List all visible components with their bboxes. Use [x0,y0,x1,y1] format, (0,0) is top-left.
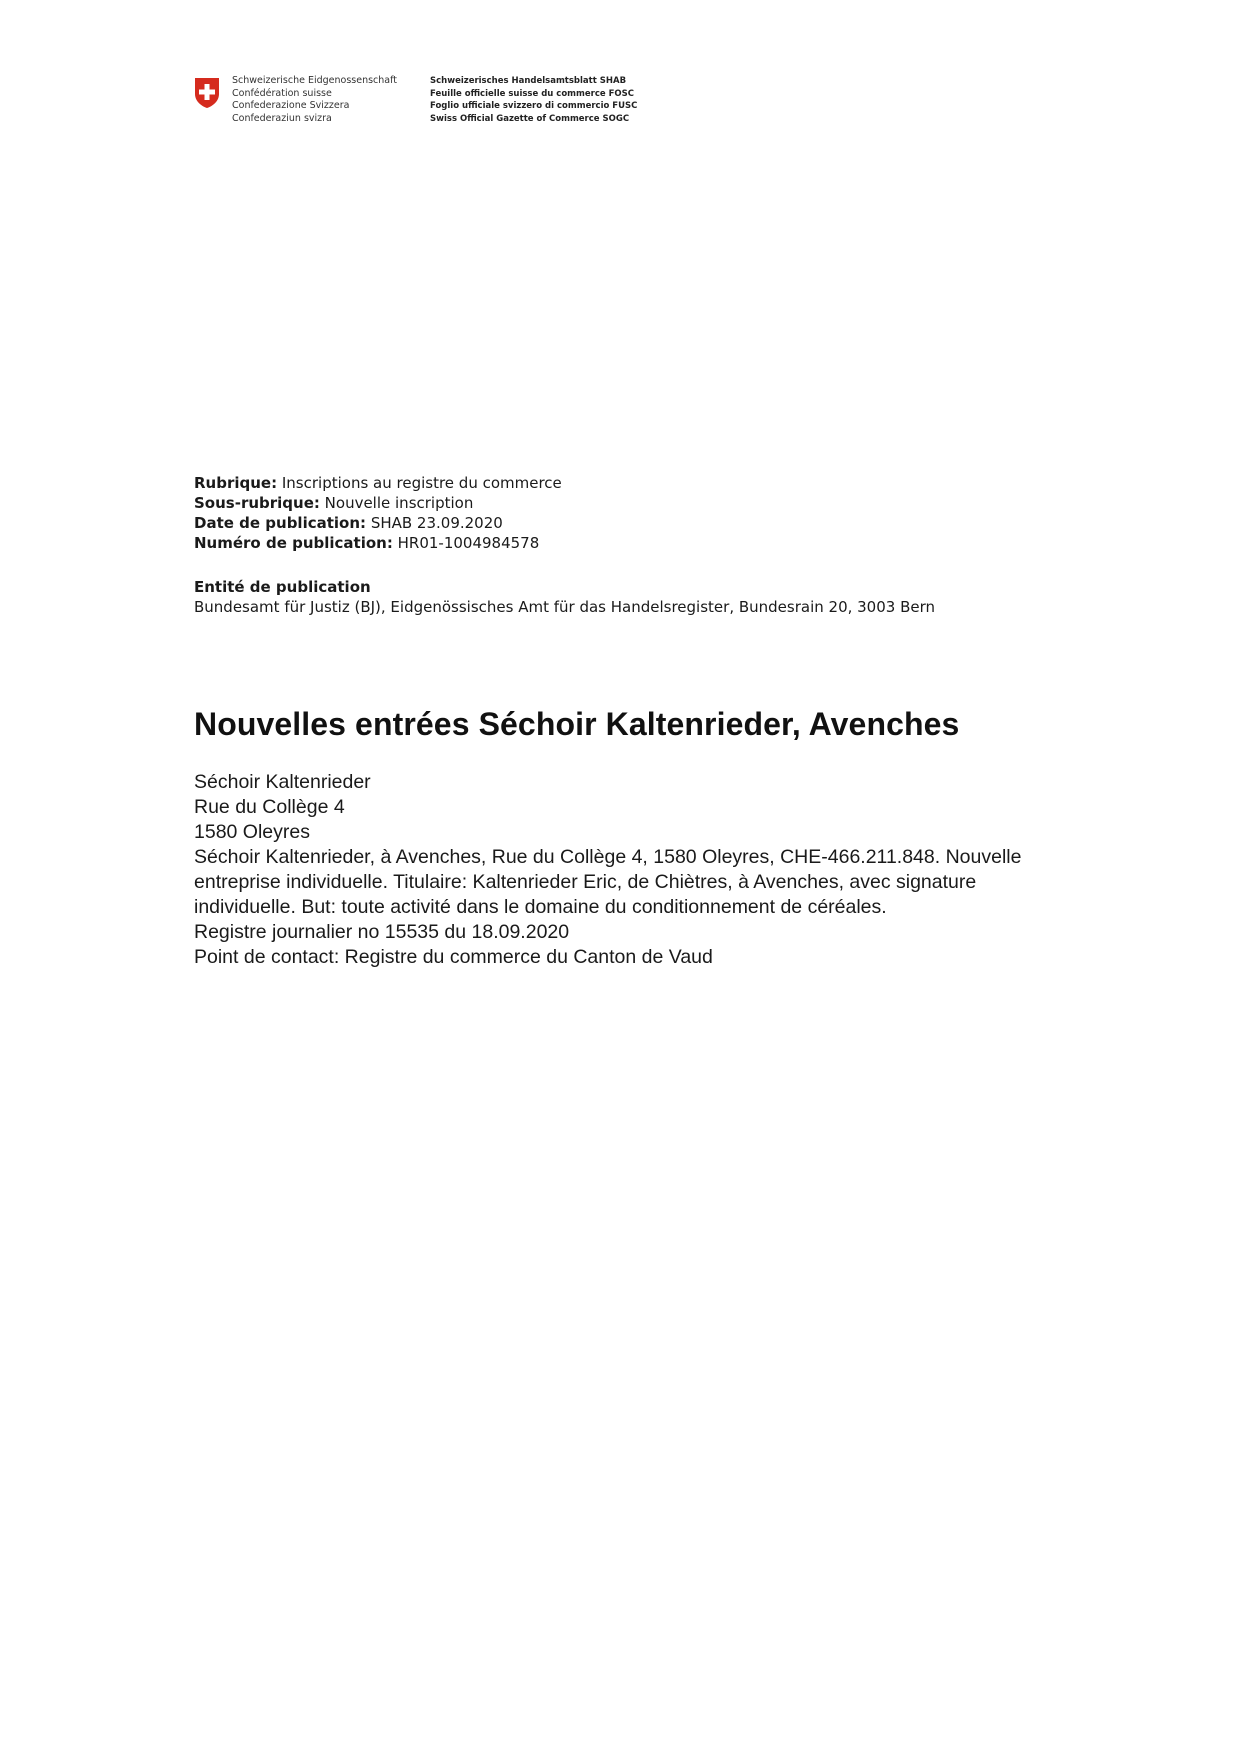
confederation-name-rm: Confederaziun svizra [232,112,332,124]
registry-entry: Registre journalier no 15535 du 18.09.2020 [194,921,570,943]
date-label: Date de publication: [194,514,367,532]
notice-body [194,770,1054,970]
gazette-names [430,75,637,125]
confederation-names [232,75,430,125]
sous-rubrique-label: Sous-rubrique: [194,494,320,512]
entity-value: Bundesamt für Justiz (BJ), Eidgenössisches Amt für das Handelsregister, Bundesrain 20, 3003 Bern [194,598,936,616]
gazette-name-fr: Feuille officielle suisse du commerce FOSC [430,88,634,99]
gazette-name-de: Schweizerisches Handelsamtsblatt SHAB [430,76,627,86]
sous-rubrique-value: Nouvelle inscription [324,494,474,512]
swiss-crest-icon [194,77,220,109]
date-row [194,513,562,533]
confederation-name-it: Confederazione Svizzera [232,100,350,111]
publication-metadata [194,473,562,553]
confederation-name-fr: Confédération suisse [232,87,332,99]
numero-label: Numéro de publication: [194,534,393,552]
rubrique-label: Rubrique: [194,474,278,492]
rubrique-row [194,473,562,493]
company-name: Séchoir Kaltenrieder [194,771,371,793]
notice-paragraph: Séchoir Kaltenrieder, à Avenches, Rue du Collège 4, 1580 Oleyres, CHE-466.211.848. Nouvelle entreprise individuelle. Titulaire: Kaltenrieder Eric, de Chiètres, à Avenches, avec signature individuelle. But: toute activité dans le domaine du conditionnement de céréales. [194,846,1022,918]
company-street: Rue du Collège 4 [194,796,345,818]
numero-row [194,533,562,553]
date-value: SHAB 23.09.2020 [370,514,503,532]
entity-label: Entité de publication [194,578,371,596]
gazette-name-it: Foglio ufficiale svizzero di commercio FUSC [430,101,638,111]
document-header [194,75,637,125]
rubrique-value: Inscriptions au registre du commerce [281,474,562,492]
numero-value: HR01-1004984578 [397,534,540,552]
company-city: 1580 Oleyres [194,821,310,843]
page-title: Nouvelles entrées Séchoir Kaltenrieder, Avenches [194,706,960,742]
publishing-entity [194,577,935,617]
gazette-name-en: Swiss Official Gazette of Commerce SOGC [430,113,630,124]
confederation-name-de: Schweizerische Eidgenossenschaft [232,75,398,86]
contact-point: Point de contact: Registre du commerce du Canton de Vaud [194,946,713,968]
sous-rubrique-row [194,493,562,513]
